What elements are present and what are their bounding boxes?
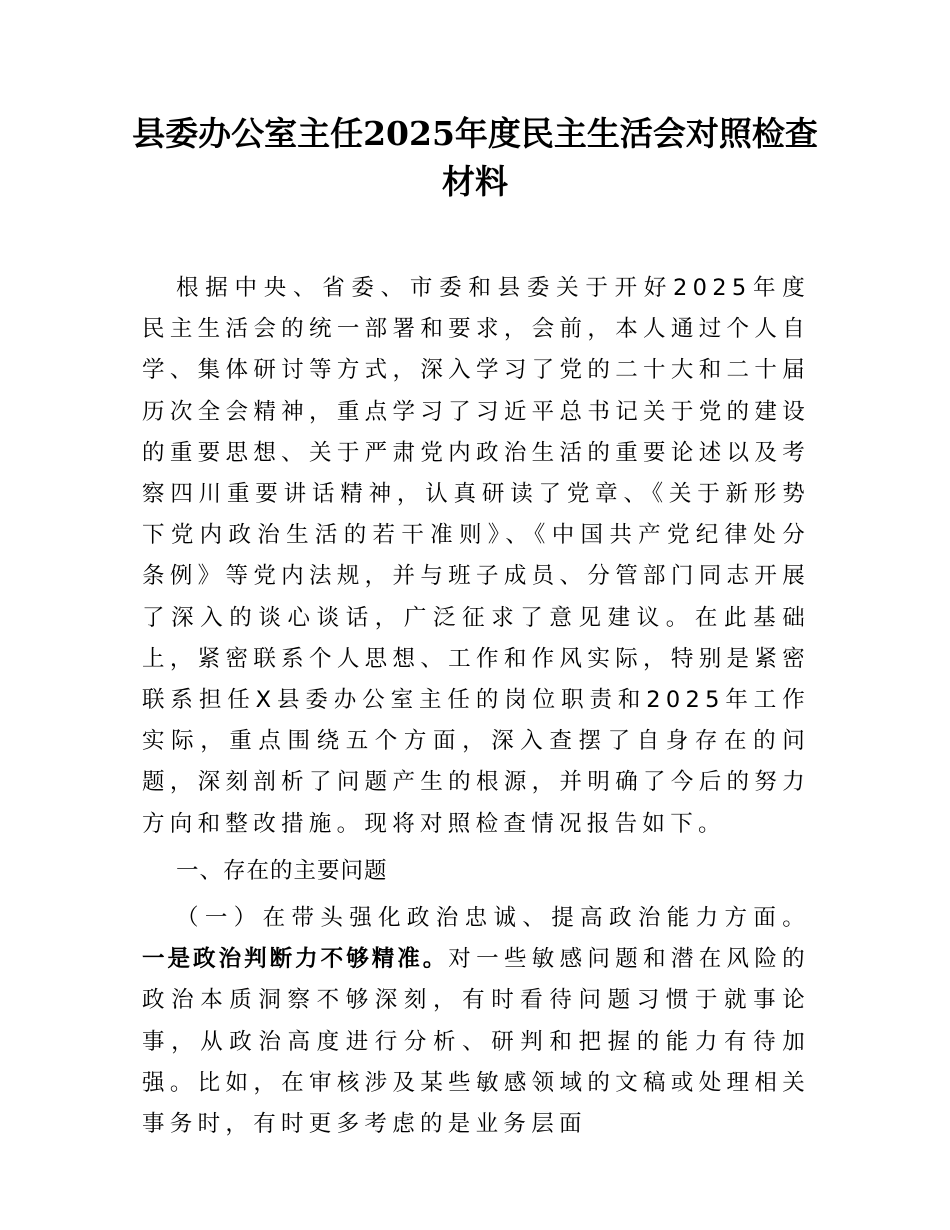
subsection-paragraph bbox=[142, 898, 810, 1145]
subsection-lead: （一）在带头强化政治忠诚、提高政治能力方面。 bbox=[176, 905, 810, 932]
section-heading: 一、存在的主要问题 bbox=[176, 857, 388, 884]
subsection-text: 对一些敏感问题和潜在风险的政治本质洞察不够深刻，有时看待问题习惯于就事论事，从政治高度进行分析、研判和把握的能力有待加强。比如，在审核涉及某些敏感领域的文稿或处理相关事务时，有时更多考虑的是业务层面 bbox=[142, 946, 810, 1138]
document-title: 县委办公室主任2025年度民主生活会对照检查材料 bbox=[132, 114, 818, 201]
intro-paragraph: 根据中央、省委、市委和县委关于开好2025年度民主生活会的统一部署和要求，会前，本人通过个人自学、集体研讨等方式，深入学习了党的二十大和二十届历次全会精神，重点学习了习近平总书记关于党的建设的重要思想、关于严肃党内政治生活的重要论述以及考察四川重要讲话精神，认真研读了党章、《关于新形势下党内政治生活的若干准则》、《中国共产党纪律处分条例》等党内法规，并与班子成员、分管部门同志开展了深入的谈心谈话，广泛征求了意见建议。在此基础上，紧密联系个人思想、工作和作风实际，特别是紧密联系担任X县委办公室主任的岗位职责和2025年工作实际，重点围绕五个方面，深入查摆了自身存在的问题，深刻剖析了问题产生的根源，并明确了今后的努力方向和整改措施。现将对照检查情况报告如下。 bbox=[142, 275, 810, 837]
document-body bbox=[142, 268, 810, 1145]
bold-point: 一是政治判断力不够精准。 bbox=[142, 946, 449, 973]
